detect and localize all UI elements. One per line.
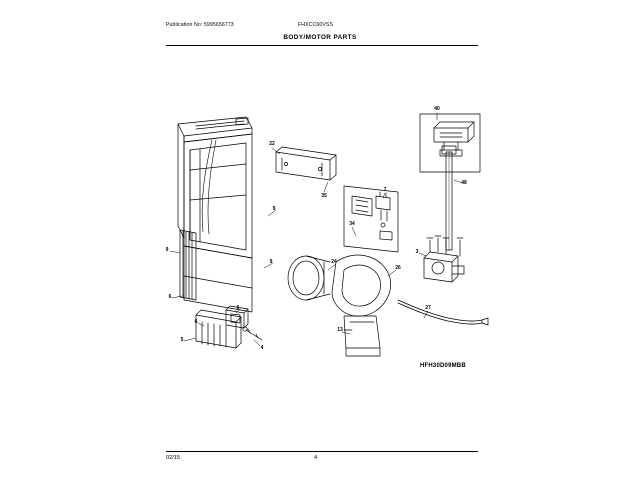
callout-48: 48 — [461, 180, 467, 186]
publication-number: Publication No: 5995656773 — [166, 22, 234, 28]
page-title: BODY/MOTOR PARTS — [283, 34, 357, 41]
callout-3: 3 — [415, 249, 419, 255]
footer-page-number: 4 — [314, 455, 318, 461]
callout-6-center: 6 — [236, 305, 240, 311]
callout-13: 13 — [337, 327, 343, 333]
diagram-code-label: HFH30D09MBB — [420, 363, 466, 369]
callout-24: 24 — [331, 259, 337, 265]
callout-35: 35 — [321, 193, 327, 199]
callout-9-upper: 9 — [272, 206, 276, 212]
callout-9-left: 9 — [165, 247, 169, 253]
callout-27: 27 — [425, 305, 431, 311]
model-number: FHXCC60VSS — [298, 22, 334, 28]
callout-9-middle: 9 — [269, 259, 273, 265]
footer-divider — [166, 451, 478, 452]
callout-7: 7 — [383, 187, 387, 193]
callout-6-lower: 6 — [194, 319, 198, 325]
callout-26: 26 — [395, 265, 401, 271]
footer-date: 02/15 — [166, 455, 180, 461]
callout-5: 5 — [180, 337, 184, 343]
callout-40: 40 — [434, 106, 440, 112]
callout-4: 4 — [260, 345, 264, 351]
callout-34: 34 — [349, 221, 355, 227]
callout-22: 22 — [269, 141, 275, 147]
callout-6-left: 6 — [168, 294, 172, 300]
